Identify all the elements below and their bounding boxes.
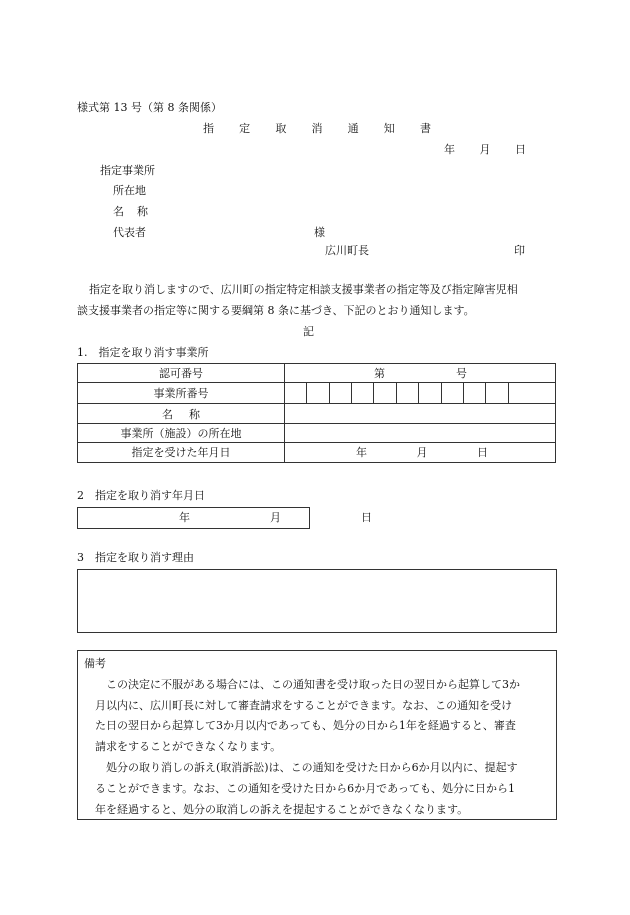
digit-box [463,383,485,403]
ki-mark: 記 [303,325,314,338]
digit-box [396,383,418,403]
designation-date-label: 指定を受けた年月日 [78,443,285,462]
digit-box [508,383,530,403]
revocation-date-box: 年 月 日 [77,507,310,529]
notes-line: この決定に不服がある場合には、この通知書を受け取った日の翌日から起算して3か [84,677,520,691]
addressee-representative: 代表者 [113,226,146,239]
notes-line: 処分の取り消しの訴え(取消訴訟)は、この通知を受けた日から6か月以内に、提起す [84,760,518,774]
notes-line: 月以内に、広川町長に対して審査請求をすることができます。なお、この通知を受け [84,698,513,712]
addressee-location: 所在地 [113,184,146,197]
section1-heading: 1. 指定を取り消す事業所 [77,346,209,359]
name-value [285,404,556,423]
digit-box [285,383,306,403]
designation-date-value: 年 月 日 [285,443,556,462]
permit-number-value: 第 号 [285,364,556,383]
digit-box [485,383,507,403]
name-label: 名 称 [78,404,285,423]
seal-mark: 印 [514,244,525,257]
digit-box [373,383,395,403]
notes-box [77,650,557,820]
digit-box [441,383,463,403]
table-row [78,364,556,383]
digit-box [351,383,373,403]
addressee-office: 指定事業所 [100,164,155,177]
form-number: 様式第 13 号（第 8 条関係） [77,101,222,114]
revocation-reason-box [77,569,557,633]
table-row [78,443,556,462]
office-number-label: 事業所番号 [78,383,285,404]
table-row [78,383,556,404]
notes-line: ることができます。なお、この通知を受けた日から6か月であっても、処分に日から1 [84,781,516,795]
addressee-honorific: 様 [314,226,325,239]
facility-location-label: 事業所（施設）の所在地 [78,423,285,442]
notes-line: 年を経過すると、処分の取消しの訴えを提起することができなくなります。 [84,802,469,816]
facility-location-value [285,423,556,442]
document-title: 指 定 取 消 通 知 書 [203,122,431,135]
permit-number-label: 認可番号 [78,364,285,383]
section3-heading: 3 指定を取り消す理由 [77,551,194,564]
issue-date: 年 月 日 [444,143,526,156]
office-number-boxes [285,383,556,404]
digit-box [329,383,351,403]
notes-line: 請求をすることができなくなります。 [84,740,282,754]
digit-box [418,383,440,403]
section2-heading: 2 指定を取り消す年月日 [77,489,205,502]
table-row [78,423,556,442]
table-row [78,404,556,423]
office-table [77,363,556,463]
body-text-line-1: 指定を取り消しますので、広川町の指定特定相談支援事業者の指定等及び指定障害児相 [89,283,518,296]
digit-box [306,383,328,403]
body-text-line-2: 談支援事業者の指定等に関する要綱第 8 条に基づき、下記のとおり通知します。 [77,304,475,317]
issuer-name: 広川町長 [325,244,369,257]
notes-title: 備考 [84,657,106,670]
notes-line: た日の翌日から起算して3か月以内であっても、処分の日から1年を経過すると、審査 [84,719,516,733]
addressee-name: 名 称 [113,205,148,218]
